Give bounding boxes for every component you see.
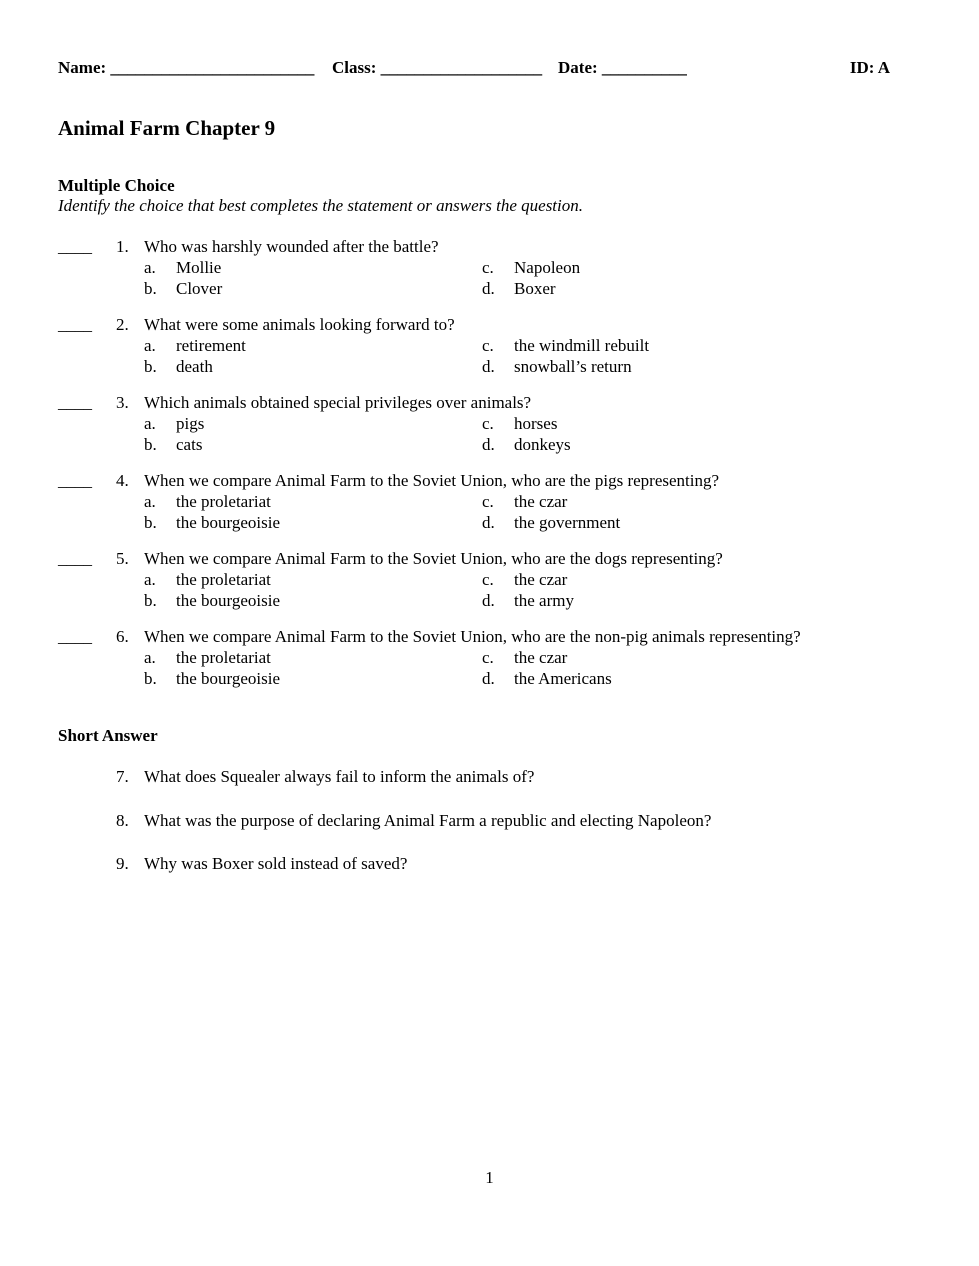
option-letter: c. — [482, 336, 494, 355]
question-stem: Who was harshly wounded after the battle? — [144, 237, 439, 256]
option-text: the proletariat — [176, 570, 271, 589]
option-letter: c. — [482, 492, 494, 511]
option-letter: a. — [144, 258, 156, 277]
option-text: cats — [176, 435, 203, 454]
question-number: 3. — [116, 393, 129, 412]
option-text: Boxer — [514, 279, 556, 298]
question-stem: When we compare Animal Farm to the Soviet Union, who are the non-pig animals representing? — [144, 627, 801, 646]
date-field[interactable]: Date: __________ — [558, 58, 687, 77]
question-2 — [58, 315, 958, 381]
option-text: the bourgeoisie — [176, 513, 281, 532]
option-letter: a. — [144, 492, 156, 511]
sa-heading: Short Answer — [58, 726, 158, 745]
option-text: the army — [514, 591, 574, 610]
question-stem: What were some animals looking forward to? — [144, 315, 455, 334]
question-number: 5. — [116, 549, 129, 568]
option-text: the bourgeoisie — [176, 591, 281, 610]
option-letter: d. — [482, 513, 495, 532]
option-letter: b. — [144, 669, 157, 688]
option-letter: a. — [144, 570, 156, 589]
option-text: the windmill rebuilt — [514, 336, 650, 355]
mc-instructions: Identify the choice that best completes the statement or answers the question. — [58, 196, 583, 215]
mc-heading: Multiple Choice — [58, 176, 175, 195]
option-text: horses — [514, 414, 558, 433]
option-letter: b. — [144, 279, 157, 298]
option-letter: c. — [482, 258, 494, 277]
option-text: the czar — [514, 492, 568, 511]
answer-blank[interactable]: ____ — [58, 471, 92, 490]
question-number: 8. — [116, 811, 129, 830]
option-letter: b. — [144, 591, 157, 610]
option-letter: d. — [482, 279, 495, 298]
option-text: the bourgeoisie — [176, 669, 281, 688]
option-letter: c. — [482, 414, 494, 433]
answer-blank[interactable]: ____ — [58, 315, 92, 334]
question-number: 7. — [116, 767, 129, 786]
option-text: the government — [514, 513, 621, 532]
option-text: the czar — [514, 570, 568, 589]
page-number: 1 — [485, 1168, 494, 1187]
option-letter: d. — [482, 357, 495, 376]
answer-blank[interactable]: ____ — [58, 237, 92, 256]
option-letter: d. — [482, 669, 495, 688]
question-number: 2. — [116, 315, 129, 334]
option-text: the czar — [514, 648, 568, 667]
question-number: 4. — [116, 471, 129, 490]
option-text: Clover — [176, 279, 223, 298]
question-stem: When we compare Animal Farm to the Soviet Union, who are the pigs representing? — [144, 471, 720, 490]
id-label: ID: A — [849, 58, 890, 77]
option-letter: a. — [144, 336, 156, 355]
question-stem: Which animals obtained special privileges over animals? — [144, 393, 532, 412]
answer-blank[interactable]: ____ — [58, 549, 92, 568]
option-letter: b. — [144, 513, 157, 532]
question-number: 9. — [116, 854, 129, 873]
class-field[interactable]: Class: ___________________ — [332, 58, 543, 77]
option-letter: c. — [482, 648, 494, 667]
question-number: 6. — [116, 627, 129, 646]
option-text: the Americans — [514, 669, 612, 688]
question-1 — [58, 237, 958, 303]
option-text: donkeys — [514, 435, 571, 454]
question-6 — [58, 627, 958, 693]
question-5 — [58, 549, 958, 615]
question-number: 1. — [116, 237, 129, 256]
option-text: death — [176, 357, 213, 376]
answer-blank[interactable]: ____ — [58, 627, 92, 646]
answer-blank[interactable]: ____ — [58, 393, 92, 412]
question-stem: What does Squealer always fail to inform the animals of? — [144, 767, 535, 786]
option-text: pigs — [176, 414, 205, 433]
option-letter: d. — [482, 591, 495, 610]
question-stem: When we compare Animal Farm to the Soviet Union, who are the dogs representing? — [144, 549, 723, 568]
question-stem: Why was Boxer sold instead of saved? — [144, 854, 408, 873]
option-text: retirement — [176, 336, 246, 355]
name-field[interactable]: Name: ________________________ — [58, 58, 315, 77]
option-text: Mollie — [176, 258, 222, 277]
option-letter: c. — [482, 570, 494, 589]
option-text: Napoleon — [514, 258, 581, 277]
option-text: the proletariat — [176, 648, 271, 667]
option-letter: b. — [144, 357, 157, 376]
option-text: the proletariat — [176, 492, 271, 511]
question-4 — [58, 471, 958, 537]
header — [58, 58, 890, 82]
page-title: Animal Farm Chapter 9 — [58, 116, 276, 140]
option-text: snowball’s return — [514, 357, 632, 376]
question-stem: What was the purpose of declaring Animal Farm a republic and electing Napoleon? — [144, 811, 712, 830]
option-letter: a. — [144, 648, 156, 667]
question-3 — [58, 393, 958, 459]
option-letter: b. — [144, 435, 157, 454]
option-letter: a. — [144, 414, 156, 433]
option-letter: d. — [482, 435, 495, 454]
